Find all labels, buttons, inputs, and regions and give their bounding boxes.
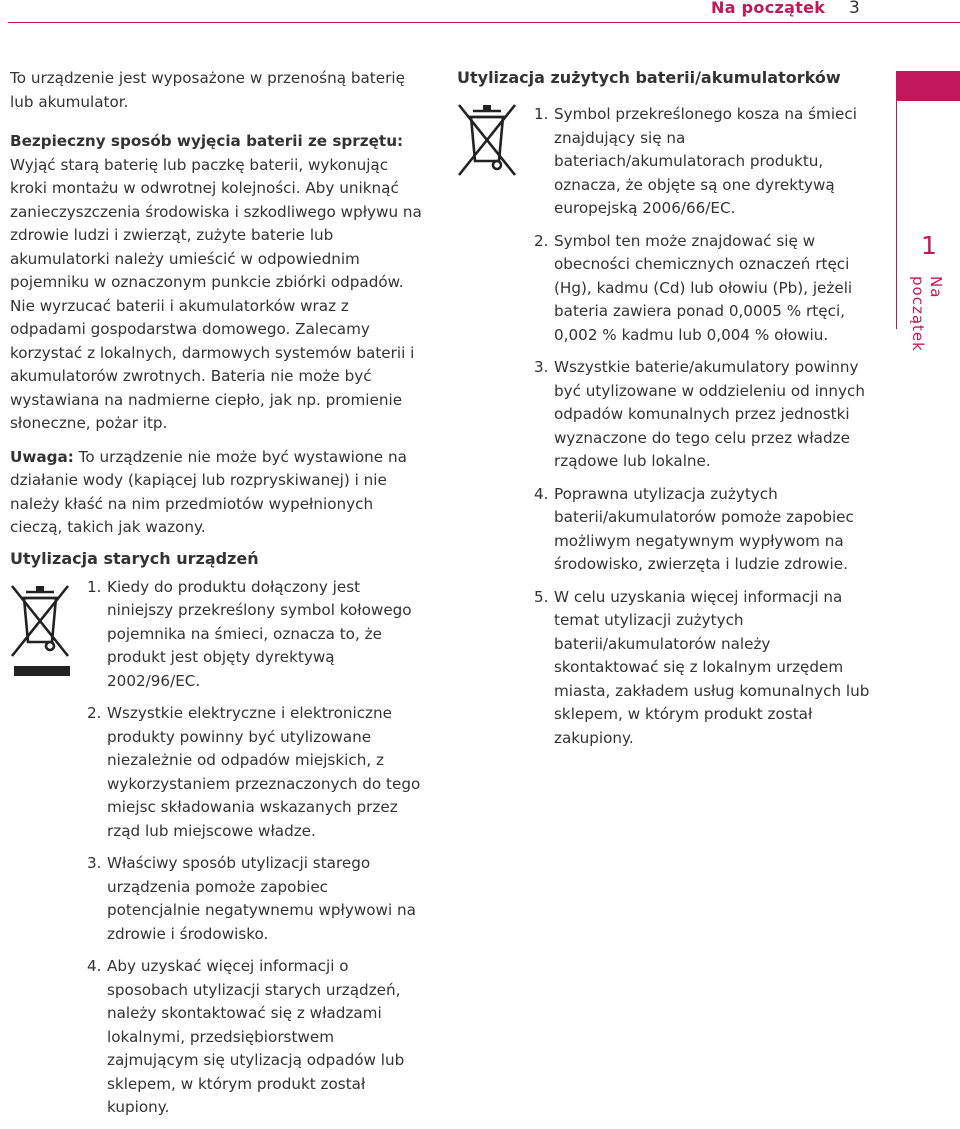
list-item-number: 3. [87,854,102,872]
note-text: To urządzenie nie może być wystawione na działanie wody (kapiącej lub rozpryskiwanej) i nie należy kłaść na nim przedmiotów wypełnionych cieczą, takich jak wazony. [10,447,407,536]
chapter-number: 1 [921,231,937,260]
list-item-text: Symbol przekreślonego kosza na śmieci znajdujący się na bateriach/akumulatorach produktu, oznacza, że objęte są one dyrektywą europejską 2006/66/EC. [554,105,857,217]
left-column [10,67,422,1129]
list-item-number: 5. [534,587,549,606]
list-item [87,576,422,694]
list-item [87,702,422,843]
batteries-title: Utylizacja zużytych baterii/akumulatorków [457,68,841,87]
chapter-label: Na początek [909,276,945,352]
list-item-text: Wszystkie elektryczne i elektroniczne produkty powinny być utylizowane niezależnie od odpadów miejskich, z wykorzystaniem przeznaczonych do tego miejsc składowania wskazanych przez rząd lub miejscowe władze. [107,704,421,840]
batteries-section [457,103,872,750]
chapter-tab-accent [897,71,960,101]
list-item [534,230,872,348]
crossed-out-wheelie-bin-with-bar-icon [8,580,76,676]
list-item [87,852,422,946]
right-column [457,67,872,759]
header-title: Na początek [711,0,826,17]
list-item [534,103,872,221]
list-item-number: 4. [534,484,549,503]
list-item-text: Symbol ten może znajdować się w obecności chemicznych oznaczeń rtęci (Hg), kadmu (Cd) lub ołowiu (Pb), jeżeli bateria zawiera ponad 0,0005 % rtęci, 0,002 % kadmu lub 0,004 % ołowiu. [554,231,853,344]
list-item-number: 1. [87,577,102,596]
list-item-number: 3. [534,358,549,376]
batteries-list [534,103,872,750]
safe-removal-title: Bezpieczny sposób wyjęcia baterii ze sprzętu: [10,132,404,150]
list-item-number: 2. [87,704,102,722]
list-item-text: Aby uzyskać więcej informacji o sposobach utylizacji starych urządzeń, należy skontaktować się z władzami lokalnymi, przedsiębiorstwem zajmującym się utylizacją odpadów lub sklepem, w którym produkt został kupiony. [107,957,405,1116]
list-item [534,356,872,474]
page-number: 3 [849,0,860,18]
list-item-text: Właściwy sposób utylizacji starego urządzenia pomoże zapobiec potencjalnie negatywnemu wpływowi na zdrowie i środowisko. [107,854,416,943]
header-rule [8,22,960,23]
note-paragraph [10,446,422,540]
list-item [87,955,422,1120]
list-item [534,483,872,577]
old-devices-title: Utylizacja starych urządzeń [10,548,259,568]
list-item-text: Poprawna utylizacja zużytych baterii/akumulatorów pomoże zapobiec możliwym negatywnym wypływom na środowisko, zwierzęta i ludzie zdrowie. [554,484,854,573]
old-devices-list [87,576,422,1120]
chapter-side-tab [896,71,960,352]
intro-paragraph: To urządzenie jest wyposażone w przenośną baterię lub akumulator. [10,69,405,111]
list-item-text: Wszystkie baterie/akumulatory powinny być utylizowane w oddzieleniu od innych odpadów komunalnych przez jednostki wyznaczone do tego celu przez władze rządowe lub lokalne. [554,358,866,470]
safe-removal-paragraph [10,130,422,436]
list-item-number: 1. [534,105,549,123]
list-item-text: W celu uzyskania więcej informacji na temat utylizacji zużytych baterii/akumulatorów należy skontaktować się z lokalnym urzędem miasta, zakładem usług komunalnych lub sklepem, w którym produkt został zakupiony. [554,587,870,747]
crossed-out-wheelie-bin-icon [457,99,521,179]
list-item-number: 2. [534,231,549,250]
list-item-text: Kiedy do produktu dołączony jest niniejszy przekreślony symbol kołowego pojemnika na śmieci, oznacza to, że produkt jest objęty dyrektywą 2002/96/EC. [107,577,412,690]
safe-removal-text: Wyjąć starą baterię lub paczkę baterii, wykonując kroki montażu w odwrotnej kolejności. Aby uniknąć zanieczyszczenia środowiska i szkodliwego wpływu na zdrowie ludzi i zwierząt, zużyte baterie lub akumulatorki należy umieścić w odpowiednim pojemniku w oznaczonym punkcie zbiórki odpadów. Nie wyrzucać baterii i akumulatorków wraz z odpadami gospodarstwa domowego. Zalecamy korzystać z lokalnych, darmowych systemów baterii i akumulatorów zwrotnych. Bateria nie może być wystawiana na nadmierne ciepło, jak np. promienie słoneczne, pożar itp. [10,155,422,432]
note-label: Uwaga: [10,447,74,466]
old-devices-section [10,576,422,1120]
list-item-number: 4. [87,957,102,975]
list-item [534,586,872,751]
